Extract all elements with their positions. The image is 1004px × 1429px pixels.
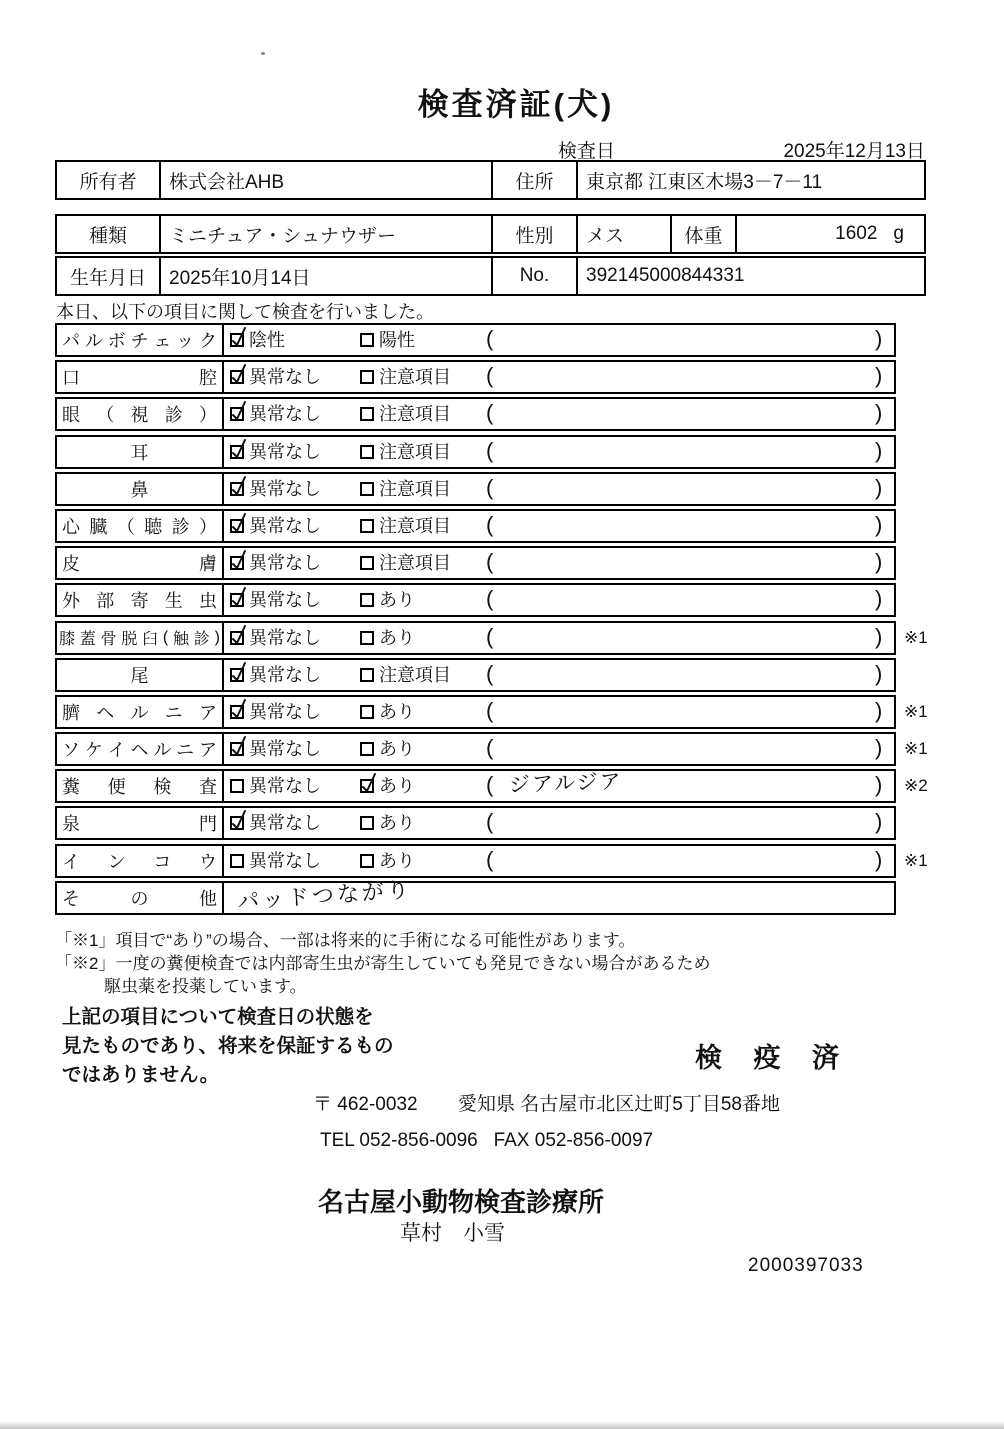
paren-close: ) xyxy=(875,400,883,426)
exam-row xyxy=(55,621,928,655)
exam-option-1: 異常なし xyxy=(249,776,321,797)
exam-option-1: 異常なし xyxy=(249,367,321,388)
paren-open: ( xyxy=(486,511,494,537)
exam-row xyxy=(55,769,928,803)
disclaimer-paragraph xyxy=(62,1003,394,1090)
checkbox-unchecked-icon xyxy=(360,482,374,496)
exam-option-2: 注意項目 xyxy=(379,441,451,462)
checkbox-checked-icon xyxy=(230,482,244,496)
exam-item-label: 心 臓 （ 聴 診 ） xyxy=(57,511,224,541)
exam-item-label: 皮 膚 xyxy=(57,548,224,578)
paren-close: ) xyxy=(875,846,883,872)
exam-option-1: 異常なし xyxy=(249,590,321,611)
exam-row xyxy=(55,397,896,431)
checkbox-unchecked-icon xyxy=(360,593,374,607)
exam-date-value: 2025年12月13日 xyxy=(783,141,925,162)
exam-option-1: 異常なし xyxy=(249,515,321,536)
paren-close: ) xyxy=(875,549,883,575)
checkbox-unchecked-icon xyxy=(360,668,374,682)
exam-option-2: あり xyxy=(379,590,415,611)
quarantine-stamp: 検 疫 済 xyxy=(695,1043,852,1073)
checkbox-checked-icon xyxy=(230,519,244,533)
paren-open: ( xyxy=(486,846,494,872)
clinic-address: 愛知県 名古屋市北区辻町5丁目58番地 xyxy=(458,1094,780,1115)
exam-item-label: パ ル ボ チ ェ ッ ク xyxy=(57,325,224,355)
checkbox-unchecked-icon xyxy=(360,854,374,868)
exam-row xyxy=(55,323,896,357)
exam-item-label: 尾 xyxy=(57,660,224,690)
paren-open: ( xyxy=(486,623,494,649)
exam-item-label: 口 腔 xyxy=(57,362,224,392)
exam-item-label: 鼻 xyxy=(57,474,224,504)
checkbox-unchecked-icon xyxy=(360,705,374,719)
exam-option-1: 異常なし xyxy=(249,441,321,462)
exam-option-2: 注意項目 xyxy=(379,404,451,425)
exam-date-label: 検査日 xyxy=(558,141,616,162)
scan-edge-shadow xyxy=(0,1421,1004,1429)
paren-open: ( xyxy=(486,697,494,723)
paren-open: ( xyxy=(486,400,494,426)
checkbox-unchecked-icon xyxy=(360,556,374,570)
sex-label: 性別 xyxy=(491,216,576,252)
exam-option-1: 異常なし xyxy=(249,739,321,760)
animal-info-row2 xyxy=(55,256,926,296)
paren-open: ( xyxy=(486,474,494,500)
paren-open: ( xyxy=(486,660,494,686)
exam-option-1: 異常なし xyxy=(249,553,321,574)
exam-option-1: 異常なし xyxy=(249,478,321,499)
footnote-2-line1: 「※2」一度の糞便検査では内部寄生虫が寄生していても発見できない場合があるため xyxy=(55,954,711,973)
exam-option-1: 異常なし xyxy=(249,664,321,685)
paren-open: ( xyxy=(486,326,494,351)
owner-address-label: 住所 xyxy=(491,162,576,198)
checkbox-unchecked-icon xyxy=(360,816,374,830)
disclaimer-line-1: 上記の項目について検査日の状態を xyxy=(62,1006,374,1028)
exam-row xyxy=(55,435,896,469)
clinic-name: 名古屋小動物検査診療所 xyxy=(318,1187,605,1217)
checkbox-unchecked-icon xyxy=(360,742,374,756)
footnote-mark: ※1 xyxy=(904,627,928,647)
exam-option-2: 注意項目 xyxy=(379,515,451,536)
checkbox-checked-icon xyxy=(230,631,244,645)
exam-item-label: 臍 ヘ ル ニ ア xyxy=(57,697,224,727)
breed-label: 種類 xyxy=(88,225,127,247)
checkbox-checked-icon xyxy=(230,668,244,682)
checkbox-unchecked-icon xyxy=(230,854,244,868)
checkbox-checked-icon xyxy=(230,742,244,756)
exam-row xyxy=(55,472,896,506)
exam-row xyxy=(55,583,896,617)
handwritten-note: パッドつながり xyxy=(236,876,413,914)
exam-option-2: あり xyxy=(379,701,415,722)
checkbox-checked-icon xyxy=(230,705,244,719)
paren-close: ) xyxy=(875,586,883,612)
sex-value: メス xyxy=(576,216,670,252)
exam-row xyxy=(55,806,896,840)
animal-info-row1 xyxy=(55,214,926,254)
paren-close: ) xyxy=(875,511,883,537)
exam-option-2: あり xyxy=(379,850,415,871)
exam-option-1: 異常なし xyxy=(249,404,321,425)
owner-value: 株式会社AHB xyxy=(159,162,491,198)
footnote-2-line2: 駆虫薬を投薬しています。 xyxy=(104,977,307,996)
exam-item-label: 膝 蓋 骨 脱 臼 ( 触 診 ) xyxy=(57,623,224,653)
exam-item-label: 外 部 寄 生 虫 xyxy=(57,585,224,615)
paren-close: ) xyxy=(875,437,883,463)
exam-row xyxy=(55,658,896,692)
exam-item-label: そ の 他 xyxy=(57,883,224,913)
paren-close: ) xyxy=(875,735,883,761)
footnote-mark: ※1 xyxy=(904,850,928,870)
exam-item-label: 糞 便 検 査 xyxy=(57,771,224,801)
paren-open: ( xyxy=(486,549,494,575)
exam-option-2: あり xyxy=(379,739,415,760)
document-title: 検査済証(犬) xyxy=(417,87,615,122)
checkbox-checked-icon xyxy=(230,593,244,607)
paren-close: ) xyxy=(875,660,883,686)
exam-row xyxy=(55,546,896,580)
paren-close: ) xyxy=(875,326,883,351)
scan-artifact-dot xyxy=(261,52,265,55)
exam-option-2: あり xyxy=(379,627,415,648)
disclaimer-line-2: 見たものであり、将来を保証するもの xyxy=(62,1035,394,1057)
exam-item-label: 泉 門 xyxy=(57,808,224,838)
paren-close: ) xyxy=(875,623,883,649)
checkbox-unchecked-icon xyxy=(360,370,374,384)
weight-label: 体重 xyxy=(670,216,735,252)
exam-row xyxy=(55,695,928,729)
exam-row xyxy=(55,732,928,766)
exam-row xyxy=(55,844,928,878)
exam-row xyxy=(55,360,896,394)
checkbox-unchecked-icon xyxy=(360,631,374,645)
checkbox-unchecked-icon xyxy=(360,519,374,533)
document-serial-number: 2000397033 xyxy=(748,1255,864,1276)
paren-close: ) xyxy=(875,474,883,500)
clinic-postal-code: 〒 462-0032 xyxy=(313,1094,418,1115)
exam-option-1: 異常なし xyxy=(249,701,321,722)
footnote-mark: ※2 xyxy=(904,776,928,796)
exam-items-table xyxy=(55,323,928,918)
exam-option-1: 異常なし xyxy=(249,813,321,834)
checkbox-unchecked-icon xyxy=(360,333,374,347)
exam-option-2: 陽性 xyxy=(379,330,415,350)
exam-item-label: イ ン コ ウ xyxy=(57,846,224,876)
veterinarian-name: 草村 小雪 xyxy=(400,1222,505,1245)
owner-table xyxy=(55,160,926,200)
birthdate-value: 2025年10月14日 xyxy=(159,258,491,294)
exam-option-1: 異常なし xyxy=(249,850,321,871)
exam-option-2: 注意項目 xyxy=(379,478,451,499)
breed-value: ミニチュア・シュナウザー xyxy=(159,216,491,252)
exam-item-label: ソ ケ イ ヘ ル ニ ア xyxy=(57,734,224,764)
paren-open: ( xyxy=(486,437,494,463)
exam-item-label: 耳 xyxy=(57,437,224,467)
checkbox-checked-icon xyxy=(230,445,244,459)
footnote-1: 「※1」項目で“あり”の場合、一部は将来的に手術になる可能性があります。 xyxy=(55,931,636,950)
paren-open: ( xyxy=(486,772,494,798)
paren-close: ) xyxy=(875,809,883,835)
exam-option-1: 陰性 xyxy=(249,330,285,350)
footnote-mark: ※1 xyxy=(904,701,928,721)
checkbox-checked-icon xyxy=(360,779,374,793)
checkbox-unchecked-icon xyxy=(360,407,374,421)
paren-close: ) xyxy=(875,363,883,389)
birthdate-label: 生年月日 xyxy=(69,267,146,289)
paren-close: ) xyxy=(875,697,883,723)
exam-option-2: 注意項目 xyxy=(379,664,451,685)
paren-open: ( xyxy=(486,809,494,835)
registration-no-value: 392145000844331 xyxy=(576,258,924,294)
checkbox-unchecked-icon xyxy=(230,779,244,793)
paren-close: ) xyxy=(875,772,883,798)
footnote-mark: ※1 xyxy=(904,739,928,759)
exam-row xyxy=(55,509,896,543)
weight-unit: g xyxy=(893,223,904,244)
exam-option-2: あり xyxy=(379,776,415,797)
checkbox-checked-icon xyxy=(230,370,244,384)
owner-label: 所有者 xyxy=(79,171,137,193)
exam-option-2: 注意項目 xyxy=(379,367,451,388)
exam-row xyxy=(55,876,896,915)
checkbox-checked-icon xyxy=(230,556,244,570)
exam-option-2: 注意項目 xyxy=(379,553,451,574)
exam-option-2: あり xyxy=(379,813,415,834)
owner-address-value: 東京都 江東区木場3－7－11 xyxy=(576,162,924,198)
clinic-tel-fax: TEL 052-856-0096 FAX 052-856-0097 xyxy=(320,1130,654,1151)
paren-open: ( xyxy=(486,735,494,761)
checkbox-checked-icon xyxy=(230,816,244,830)
registration-no-label: No. xyxy=(491,258,576,294)
checkbox-checked-icon xyxy=(230,407,244,421)
exam-option-1: 異常なし xyxy=(249,627,321,648)
exam-item-label: 眼 （ 視 診 ） xyxy=(57,399,224,429)
intro-sentence: 本日、以下の項目に関して検査を行いました。 xyxy=(56,302,434,322)
handwritten-finding: ジアルジア xyxy=(508,770,623,798)
checkbox-unchecked-icon xyxy=(360,445,374,459)
checkbox-checked-icon xyxy=(230,333,244,347)
weight-value xyxy=(735,216,924,252)
paren-open: ( xyxy=(486,363,494,389)
disclaimer-line-3: ではありません。 xyxy=(62,1064,220,1086)
paren-open: ( xyxy=(486,586,494,612)
weight-number: 1602 xyxy=(835,223,878,244)
